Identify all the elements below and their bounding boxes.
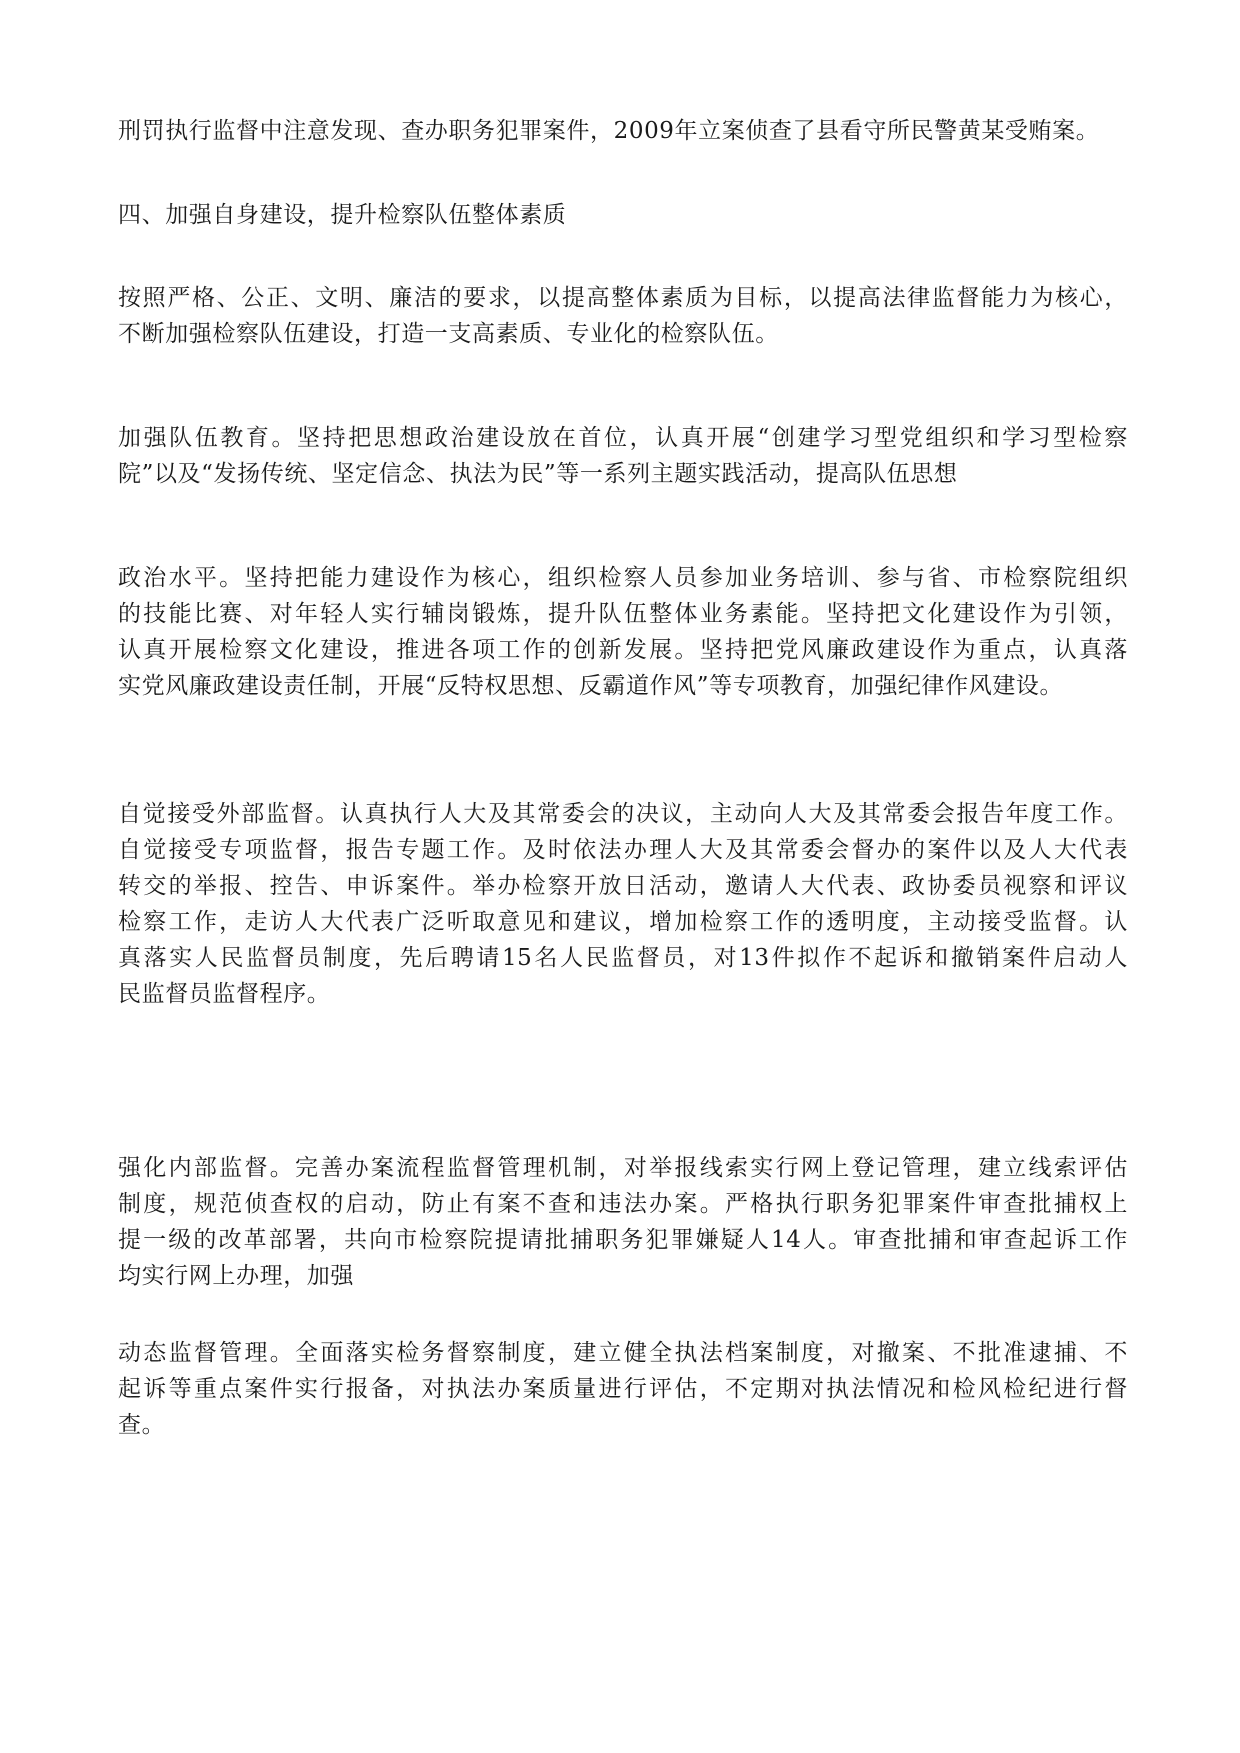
text-line: 四、加强自身建设，提升检察队伍整体素质 — [118, 202, 567, 228]
text-line: 强化内部监督。完善办案流程监督管理机制，对举报线索实行网上登记管理，建立线索评估 — [118, 1155, 1128, 1181]
paragraph-dynamic-supervision — [118, 1335, 1128, 1443]
text-line: 按照严格、公正、文明、廉洁的要求，以提高整体素质为目标，以提高法律监督能力为核心， — [118, 285, 1128, 311]
paragraph-team-building-goals — [118, 280, 1128, 352]
text-line: 实党风廉政建设责任制，开展“反特权思想、反霸道作风”等专项教育，加强纪律作风建设。 — [118, 673, 1064, 699]
text-line: 不断加强检察队伍建设，打造一支高素质、专业化的检察队伍。 — [118, 321, 779, 347]
text-line: 刑罚执行监督中注意发现、查办职务犯罪案件，2009年立案侦查了县看守所民警黄某受贿案。 — [118, 118, 1100, 144]
paragraph-criminal-execution-supervision — [118, 113, 1128, 149]
text-line: 自觉接受外部监督。认真执行人大及其常委会的决议，主动向人大及其常委会报告年度工作。 — [118, 801, 1128, 827]
text-line: 动态监督管理。全面落实检务督察制度，建立健全执法档案制度，对撤案、不批准逮捕、不 — [118, 1340, 1128, 1366]
text-line: 制度，规范侦查权的启动，防止有案不查和违法办案。严格执行职务犯罪案件审查批捕权上 — [118, 1191, 1128, 1217]
text-line: 转交的举报、控告、申诉案件。举办检察开放日活动，邀请人大代表、政协委员视察和评议 — [118, 873, 1128, 899]
paragraph-internal-supervision — [118, 1150, 1128, 1294]
paragraph-political-level — [118, 560, 1128, 704]
text-line: 认真开展检察文化建设，推进各项工作的创新发展。坚持把党风廉政建设作为重点，认真落 — [118, 637, 1128, 663]
text-line: 自觉接受专项监督，报告专题工作。及时依法办理人大及其常委会督办的案件以及人大代表 — [118, 837, 1128, 863]
text-line: 均实行网上办理，加强 — [118, 1263, 354, 1289]
text-line: 起诉等重点案件实行报备，对执法办案质量进行评估，不定期对执法情况和检风检纪进行督 — [118, 1376, 1128, 1402]
text-line: 院”以及“发扬传统、坚定信念、执法为民”等一系列主题实践活动，提高队伍思想 — [118, 461, 958, 487]
text-line: 提一级的改革部署，共向市检察院提请批捕职务犯罪嫌疑人14人。审查批捕和审查起诉工作 — [118, 1227, 1128, 1253]
text-line: 政治水平。坚持把能力建设作为核心，组织检察人员参加业务培训、参与省、市检察院组织 — [118, 565, 1128, 591]
section-heading-self-construction — [118, 197, 1128, 233]
text-line: 检察工作，走访人大代表广泛听取意见和建议，增加检察工作的透明度，主动接受监督。认 — [118, 909, 1128, 935]
text-line: 查。 — [118, 1412, 166, 1438]
paragraph-team-education — [118, 420, 1128, 492]
text-line: 真落实人民监督员制度，先后聘请15名人民监督员，对13件拟作不起诉和撤销案件启动人 — [118, 945, 1128, 971]
text-line: 民监督员监督程序。 — [118, 981, 331, 1007]
text-line: 加强队伍教育。坚持把思想政治建设放在首位，认真开展“创建学习型党组织和学习型检察 — [118, 425, 1128, 451]
paragraph-external-supervision — [118, 796, 1128, 1012]
text-line: 的技能比赛、对年轻人实行辅岗锻炼，提升队伍整体业务素能。坚持把文化建设作为引领， — [118, 601, 1128, 627]
